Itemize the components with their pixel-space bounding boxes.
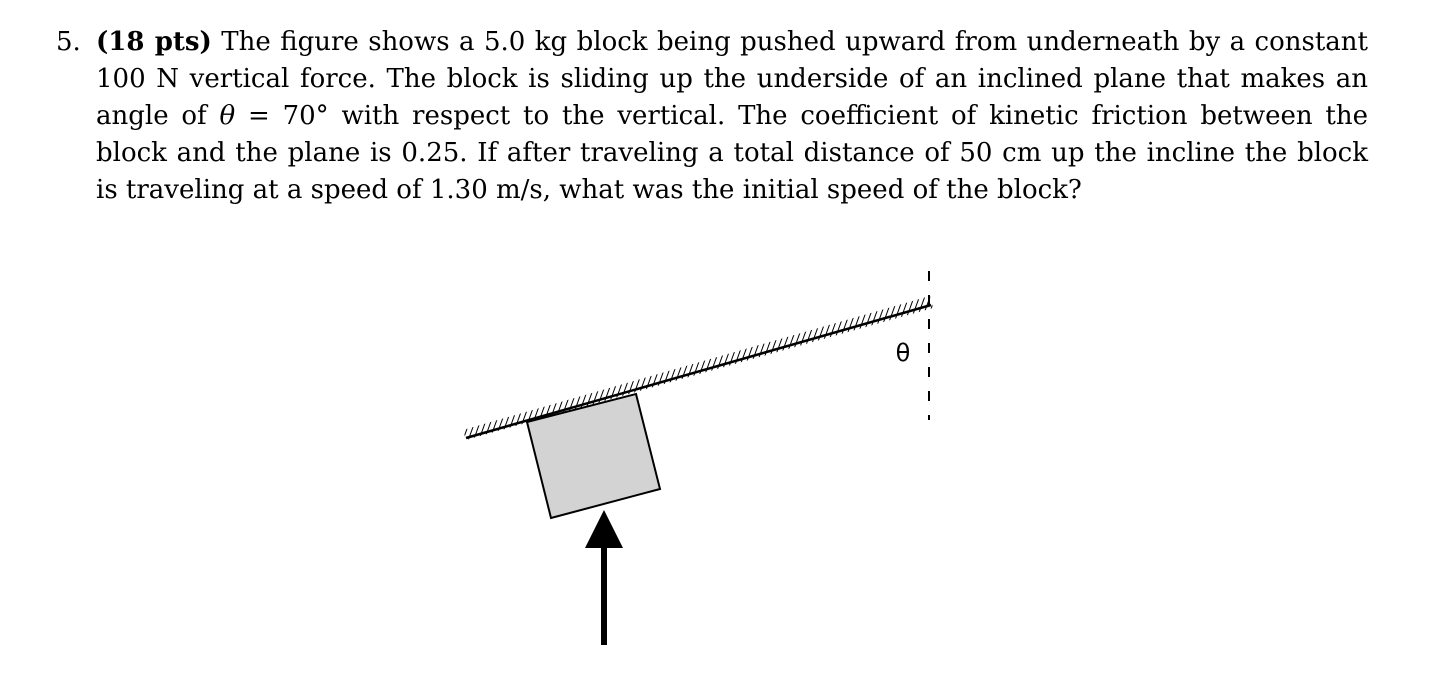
plane-surface-line [466, 305, 931, 438]
problem-points: (18 pts) [96, 27, 212, 57]
problem-text-part1: The figure shows a 5.0 kg block being pushed upward from underneath by a constant 100 N vertical force. The block is sliding up the underside of an inclined plane that makes an angle of [96, 27, 1368, 131]
problem-number: 5. [56, 27, 81, 57]
force-arrow [585, 510, 623, 645]
force-arrow-head [585, 510, 623, 548]
theta-symbol: θ [219, 101, 236, 131]
problem-text-part2: = 70° with respect to the vertical. The coefficient of kinetic friction between the block and the plane is 0.25. If after traveling a total distance of 50 cm up the incline the block is traveling at a speed of 1.30 m/s, what was the initial speed of the block? [96, 101, 1368, 205]
angle-theta-label: θ [895, 339, 911, 367]
inclined-plane [463, 296, 933, 440]
